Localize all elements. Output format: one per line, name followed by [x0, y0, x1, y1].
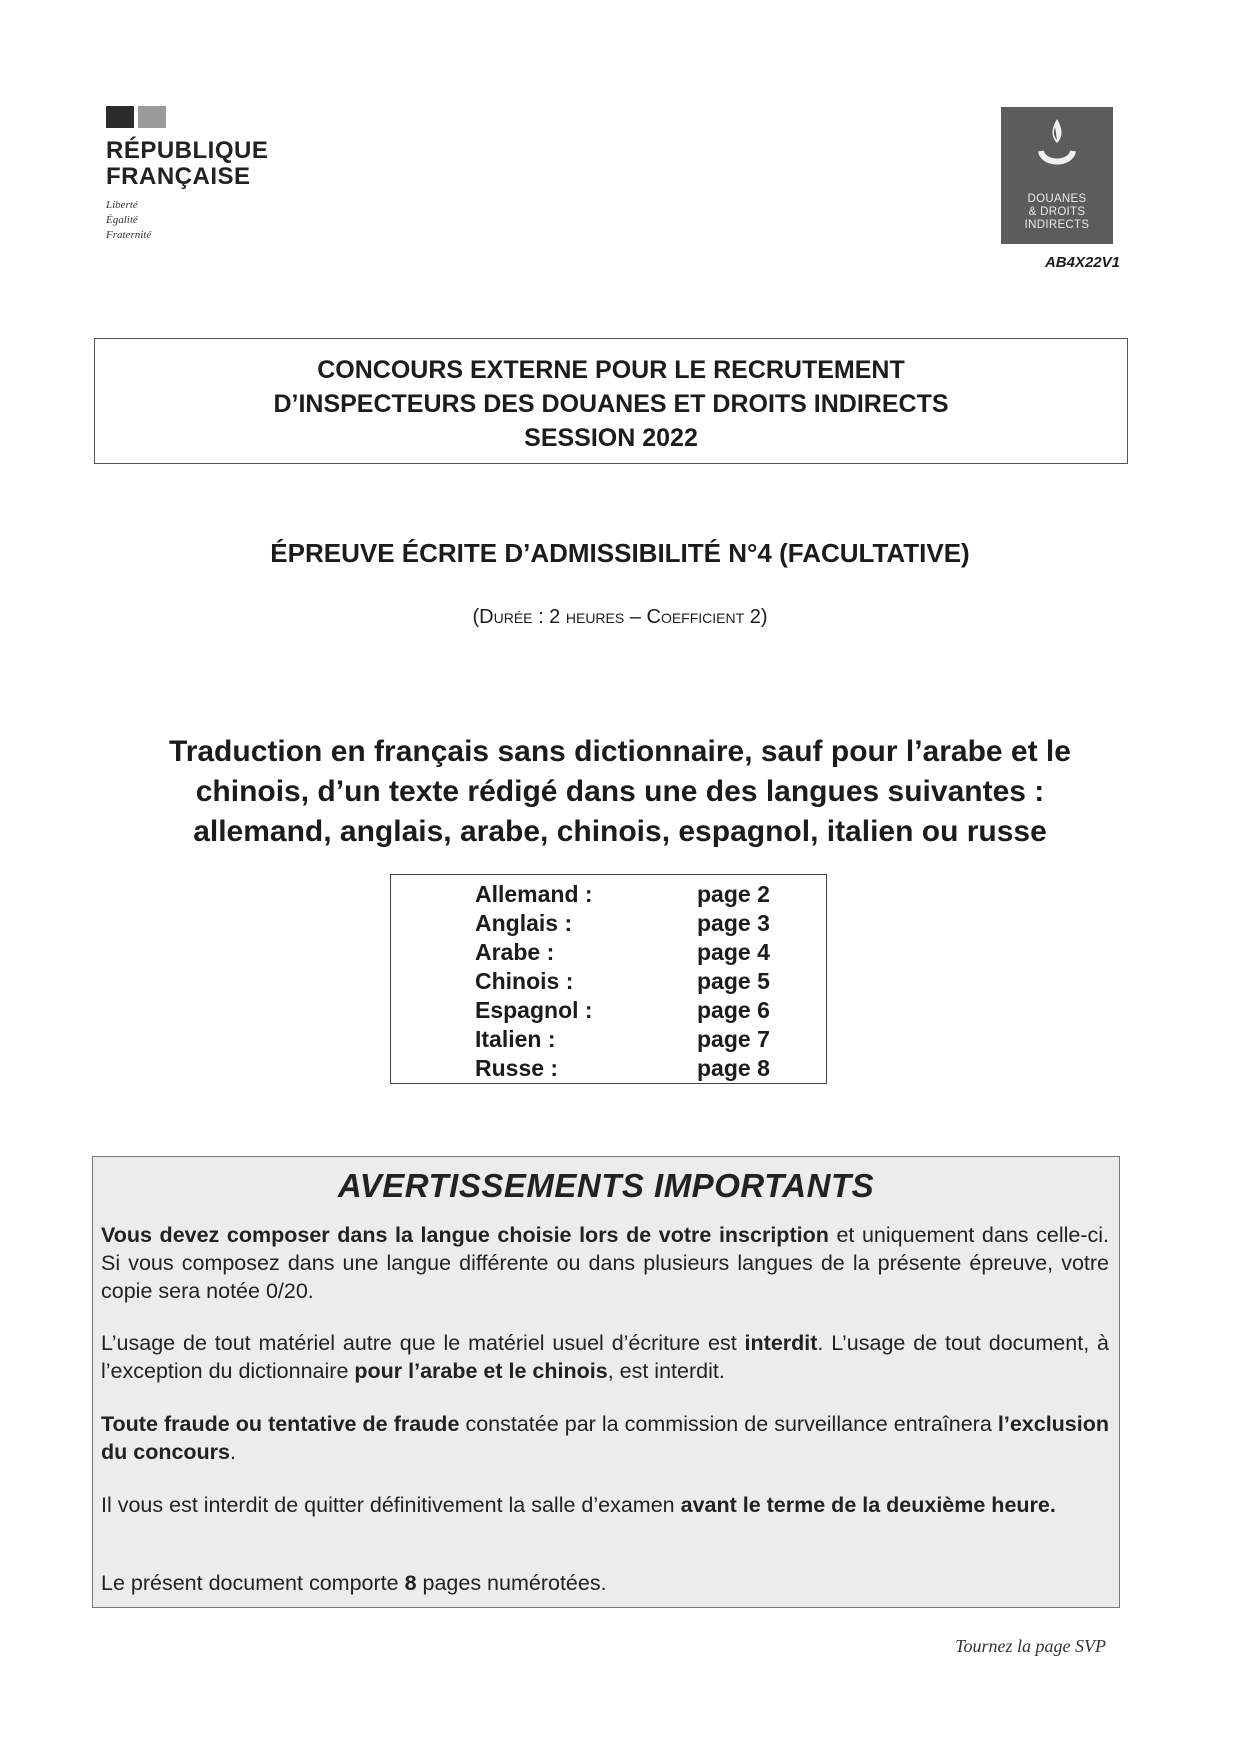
language-page: page 8: [697, 1055, 770, 1081]
warning-5-text-b: pages numérotées.: [416, 1571, 607, 1595]
warnings-box: [92, 1156, 1120, 1608]
republique-francaise-logo: [106, 106, 306, 256]
language-name: Chinois :: [475, 968, 574, 994]
title-box: [94, 338, 1128, 464]
warning-2-bold-a: interdit: [744, 1331, 818, 1355]
language-row: [475, 1026, 795, 1055]
douanes-logo-line2: & DROITS: [1028, 206, 1086, 218]
language-page: page 3: [697, 910, 770, 936]
epreuve-heading: ÉPREUVE ÉCRITE D’ADMISSIBILITÉ N°4 (FACULTATIVE): [270, 538, 970, 568]
motto: [106, 198, 306, 243]
language-page: page 7: [697, 1026, 770, 1052]
francaise-line: FRANÇAISE: [106, 163, 251, 190]
warning-1-bold: Vous devez composer dans la langue choisie lors de votre inscription: [101, 1223, 829, 1247]
douanes-logo-line3: INDIRECTS: [1024, 219, 1090, 231]
document-code: AB4X22V1: [1044, 254, 1120, 271]
title-line-3: SESSION 2022: [524, 424, 698, 452]
duree-heures: HEURES: [565, 610, 625, 626]
warning-5-bold: 8: [404, 1571, 417, 1595]
duree-open: (: [472, 606, 480, 628]
language-page: page 6: [697, 997, 770, 1023]
intro-line-2: chinois, d’un texte rédigé dans une des langues suivantes :: [195, 775, 1045, 808]
language-name: Italien :: [475, 1026, 556, 1052]
duree-word: URÉE: [493, 610, 533, 626]
language-page-table: [390, 874, 827, 1084]
warning-paragraph-1: [101, 1221, 1109, 1305]
warning-paragraph-2: [101, 1329, 1109, 1385]
language-name: Anglais :: [475, 910, 573, 936]
language-page: page 2: [697, 881, 770, 907]
warning-2-text-a: L’usage de tout matériel autre que le matériel usuel d’écriture est: [101, 1331, 745, 1355]
warning-5-text-a: Le présent document comporte: [101, 1571, 405, 1595]
language-row: [475, 1055, 795, 1084]
warning-1-text: et uniquement dans celle-ci. Si vous composez dans une langue différente ou dans plusieurs langues de la présente épreuve, votre copie sera notée 0/20.: [101, 1223, 1110, 1303]
language-page: page 4: [697, 939, 770, 965]
intro-text: [90, 732, 1150, 852]
duree-dash: –: [624, 606, 647, 628]
warning-4-text: Il vous est interdit de quitter définitivement la salle d’examen: [101, 1493, 681, 1517]
language-name: Espagnol :: [475, 997, 593, 1023]
intro-line-1: Traduction en français sans dictionnaire, sauf pour l’arabe et le: [169, 735, 1071, 768]
duree-d: D: [479, 606, 494, 628]
warning-2-text-c: , est interdit.: [607, 1359, 725, 1383]
language-name: Russe :: [475, 1055, 559, 1081]
warning-3-bold-a: Toute fraude ou tentative de fraude: [101, 1412, 460, 1436]
douanes-logo-line1: DOUANES: [1027, 193, 1087, 205]
coef-word: OEFFICIENT: [660, 610, 745, 626]
warning-2-bold-b: pour l’arabe et le chinois: [354, 1359, 608, 1383]
language-row: [475, 997, 795, 1026]
language-row: [475, 881, 795, 910]
motto-egalite: Égalité: [106, 214, 138, 226]
warning-paragraph-5: [101, 1569, 1109, 1597]
coef-c: C: [646, 606, 661, 628]
douanes-emblem-icon: [1001, 107, 1113, 187]
title-line-1: CONCOURS EXTERNE POUR LE RECRUTEMENT: [317, 356, 905, 384]
language-page: page 5: [697, 968, 770, 994]
douanes-logo-text: [1001, 193, 1113, 232]
coef-value: 2): [744, 606, 768, 628]
warning-2-text-b: . L’usage de tout document, à l’exception du dictionnaire: [101, 1331, 1109, 1383]
language-name: Arabe :: [475, 939, 555, 965]
intro-line-3: allemand, anglais, arabe, chinois, espagnol, italien ou russe: [193, 815, 1047, 848]
title-line-2: D’INSPECTEURS DES DOUANES ET DROITS INDIRECTS: [273, 390, 949, 418]
warning-paragraph-4: [101, 1491, 1109, 1519]
warning-3-text-a: constatée par la commission de surveillance entraînera: [459, 1412, 998, 1436]
warning-3-bold-b: l’exclusion du concours: [101, 1412, 1109, 1464]
warning-4-bold: avant le terme de la deuxième heure.: [680, 1493, 1056, 1517]
language-row: [475, 910, 795, 939]
language-name: Allemand :: [475, 881, 593, 907]
duree-value: : 2: [532, 606, 566, 628]
republique-line: RÉPUBLIQUE: [106, 137, 269, 164]
duree-coefficient: [0, 606, 1240, 629]
douanes-logo: [1001, 107, 1113, 244]
language-row: [475, 968, 795, 997]
motto-liberte: Liberté: [106, 199, 138, 211]
language-row: [475, 939, 795, 968]
warning-paragraph-3: [101, 1410, 1109, 1466]
warning-3-text-b: .: [230, 1440, 236, 1464]
warnings-title: AVERTISSEMENTS IMPORTANTS: [337, 1167, 875, 1204]
motto-fraternite: Fraternité: [106, 229, 152, 241]
marianne-flag-icon: [106, 106, 306, 128]
turn-page-note: Tournez la page SVP: [955, 1636, 1106, 1656]
